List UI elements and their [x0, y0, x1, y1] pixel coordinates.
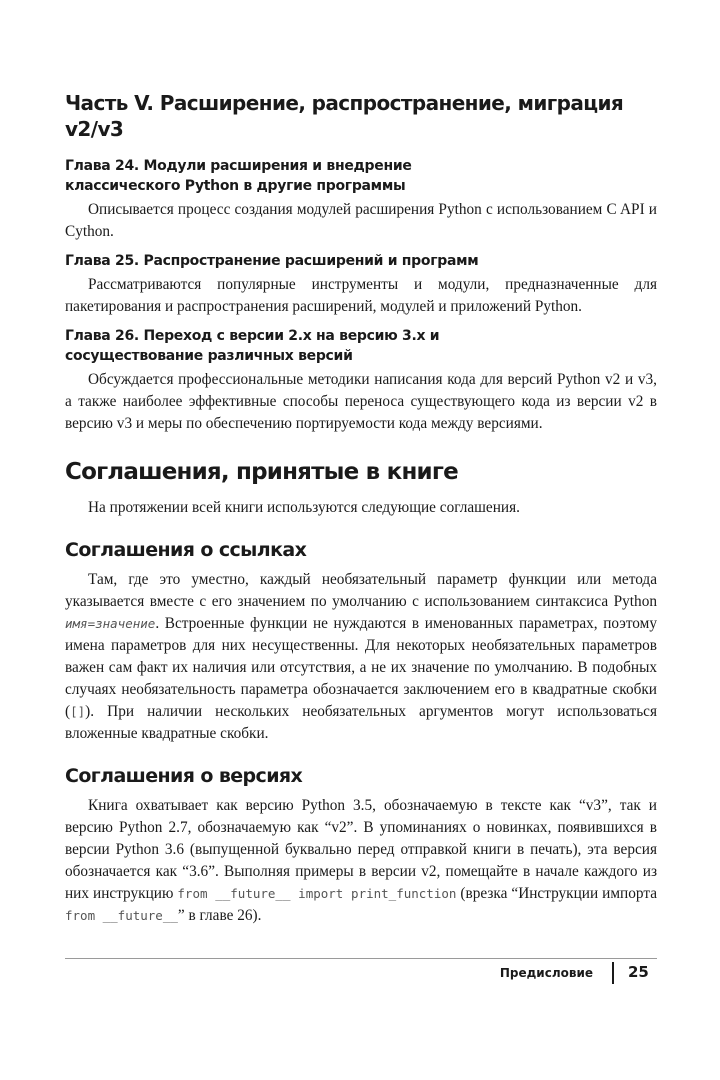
chapter-24-title: Глава 24. Модули расширения и внедрение классического Python в другие программы — [65, 158, 412, 194]
code-import-statement: from __future__ import print_function — [177, 886, 457, 901]
conventions-intro: На протяжении всей книги используются следующие соглашения. — [88, 499, 520, 516]
references-paragraph: Там, где это уместно, каждый необязательный параметр функции или метода указывается вместе с его значением по умолчанию с использованием синтаксиса Python имя=значение. Встроенные функции не нуждаются в именованных параметрах, поэтому имена параметров для них несущественны. Для некоторых необязательных параметров важен сам факт их наличия или отсутствия, а не их значение по умолчанию. В подобных случаях необязательность параметра обозначается заключением его в квадратные скобки ([]). При наличии нескольких необязательных аргументов могут использоваться вложенные квадратные скобки. — [65, 571, 657, 742]
chapter-24-text: Описывается процесс создания модулей расширения Python с использованием C API и Cython. — [65, 201, 657, 240]
code-brackets: [] — [70, 704, 86, 719]
page-number: 25 — [628, 963, 649, 981]
references-heading: Соглашения о ссылках — [65, 539, 307, 561]
versions-paragraph: Книга охватывает как версию Python 3.5, обозначаемую в тексте как “v3”, так и версию Python 2.7, обозначаемую как “v2”. В упоминаниях о новинках, появившихся в версии Python 3.6 (выпущенной буквально перед отправкой книги в печать), эта версия обозначается как “3.6”. Выполняя примеры в версии v2, помещайте в начале каждого из них инструкцию from __future__ import print_function (врезка “Инструкции импорта from __future__” в главе 26). — [65, 797, 657, 924]
code-name-value: имя=значение — [65, 616, 156, 631]
page-content — [65, 90, 657, 935]
conventions-heading: Соглашения, принятые в книге — [65, 459, 458, 485]
part-title: Часть V. Расширение, распространение, миграция v2/v3 — [65, 91, 624, 141]
chapter-26-title: Глава 26. Переход с версии 2.x на версию 3.x и сосуществование различных версий — [65, 328, 440, 364]
code-from-future: from __future__ — [65, 908, 178, 923]
footer-rule — [65, 958, 657, 959]
footer-section-label: Предисловие — [499, 966, 593, 980]
chapter-25-title: Глава 25. Распространение расширений и программ — [65, 253, 479, 269]
chapter-25-text: Рассматриваются популярные инструменты и модули, предназначенные для пакетирования и распространения расширений, модулей и приложений Python. — [65, 276, 657, 315]
footer-divider — [612, 962, 614, 984]
versions-heading: Соглашения о версиях — [65, 765, 303, 787]
chapter-26-text: Обсуждается профессиональные методики написания кода для версий Python v2 и v3, а также наиболее эффективные способы переноса существующего кода из версии v2 в версию v3 и меры по обеспечению портируемости кода между версиями. — [65, 371, 657, 432]
